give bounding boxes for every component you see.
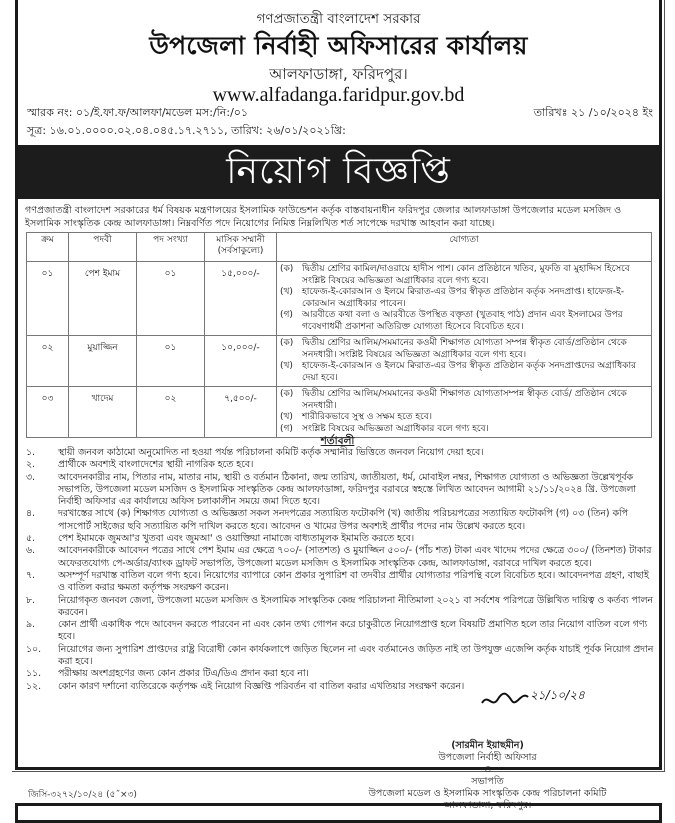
condition-item (26, 447, 654, 459)
condition-number: ৬. (26, 545, 35, 557)
signatory-role: সভাপতি (471, 776, 504, 787)
condition-number: ২. (26, 459, 35, 471)
condition-number: ৩. (26, 471, 35, 483)
qualification-item (280, 310, 648, 333)
condition-number: ৭. (26, 569, 35, 581)
header-salary: মাসিক সম্মানী (সর্বসাকুল্যে) (205, 233, 277, 262)
condition-item (26, 668, 654, 680)
condition-text: নিয়োগকৃত জনবল জেলা, উপজেলা মডেল মসজিদ ও ইসলামিক সাংস্কৃতিক কেন্দ্র পরিচালনা নীতিমালা ২০২১ বা সর্বশেষ পরিপত্রে উল্লিখিত দায়িত্ব ও কর্তব্য পালন করবেন। (58, 594, 653, 618)
ad-code: জিসি-৩২৭২/১০/২৪ (৫˝×৩) (28, 790, 137, 800)
cell-post: পেশ ইমাম (69, 262, 137, 336)
header-serial: ক্রম (27, 233, 69, 262)
condition-item (26, 472, 654, 509)
condition-number: ৪. (26, 508, 35, 520)
qualification-item (280, 338, 648, 361)
table-row (27, 336, 652, 387)
condition-item (26, 644, 654, 669)
condition-number: ১২. (26, 680, 42, 692)
condition-text: দরখাস্তের সাথে (ক) শিক্ষাগত যোগ্যতা ও অভিজ্ঞতা সকল সনদপত্রের সত্যায়িত ফটোকপি (খ) জাতীয় পরিচয়পত্রের সত্যায়িত ফটোকপি (গ) ০৩ (তিন) কপি পাসপোর্ট সাইজের ছবি সত্যায়িত কপি দাখিল করতে হবে। আবেদন ও খামের উপর অবশ্যই প্রার্থীর পদের নাম উল্লেখ করতে হবে। (58, 508, 628, 532)
condition-item (26, 508, 654, 533)
cell-serial: ০৩ (27, 387, 69, 438)
condition-number: ১০. (26, 643, 42, 655)
condition-text: পেশ ইমামকে জুমআ'র খুতবা এবং জুমআ' ও ওয়াক্তিয়া নামাজে বাধ্যতামূলক ইমামতি করতে হবে। (58, 533, 415, 545)
table-header-row (27, 233, 652, 262)
condition-item (26, 595, 654, 620)
signatory-conjunction: ও (484, 764, 491, 775)
condition-item (26, 570, 654, 595)
office-location: আলফাডাঙ্গা, ফরিদপুর। (269, 65, 408, 83)
condition-text: প্রার্থীকে অবশ্যই বাংলাদেশের স্থায়ী নাগরিক হতে হবে। (58, 459, 254, 471)
condition-text: পরীক্ষায় অংশগ্রহণের জন্য কোন প্রকার টিএ/ডিএ প্রদান করা হবে না। (58, 668, 309, 680)
qualification-text: দ্বিতীয় শ্রেণির কামিল/দাওরায়ে হাদীস পাশ। কোন প্রতিষ্ঠানে খতিব, মুফতি বা মুহাদ্দিস হিসেবে সংশ্লিষ্ট বিষয়ের অভিজ্ঞতা অগ্রাধিকার বলে গণ্য হবে। (302, 264, 630, 286)
signatory-designation: উপজেলা নির্বাহী অফিসার (438, 752, 537, 763)
cell-serial: ০১ (27, 262, 69, 336)
qualification-key: (গ) (280, 423, 293, 434)
office-name: উপজেলা নির্বাহী অফিসারের কার্যালয় (149, 31, 528, 60)
qualification-text: দ্বিতীয় শ্রেণির আলিম/সমমানের কওমী শিক্ষাগত যোগ্যতা সম্পন্ন স্বীকৃত বোর্ড/প্রতিষ্ঠান থেকে সনদধারী। সংশ্লিষ্ট বিষয়ের অভিজ্ঞতা অগ্রাধিকার বলে গণ্য হবে। (302, 338, 627, 360)
qualification-key: (খ) (280, 361, 293, 371)
condition-item (26, 545, 654, 570)
notice-title-banner (18, 145, 659, 199)
reference-number: সূত্র: ১৬.০১.০০০০.০২.০৪.০৪৫.১৭.২৭১১, তারিখ: ২৬/০১/২০২১খ্রি: (27, 124, 346, 137)
intro-paragraph: গণপ্রজাতন্ত্রী বাংলাদেশ সরকারের ধর্ম বিষয়ক মন্ত্রণালয়ের ইসলামিক ফাউন্ডেশন কর্তৃক বাস্তবায়নাধীন ফরিদপুর জেলার আলফাডাঙ্গা উপজেলার মডেল মসজিদ ও ইসলামিক সাংস্কৃতিক কেন্দ্র আলফাডাঙ্গা। নিম্নবর্ণিত পদে নিয়োগের নিমিত্ত নিম্নলিখিত শর্ত সাপেক্ষে দরখাস্ত আহবান করা যাচ্ছে। (25, 205, 622, 229)
government-name: গণপ্রজাতন্ত্রী বাংলাদেশ সরকার (256, 11, 421, 27)
qualification-key: (ক) (280, 264, 294, 274)
table-row (27, 387, 652, 438)
condition-item (26, 459, 654, 471)
cell-qualifications (277, 387, 652, 438)
condition-number: ৯. (26, 619, 35, 631)
signatory-location: আলফাডাঙ্গা, ফরিদপুর। (443, 800, 532, 811)
qualification-item (280, 361, 648, 384)
cell-qualifications (277, 262, 652, 336)
conditions-title: শর্তাবলী (320, 435, 355, 447)
website-link[interactable]: www.alfadanga.faridpur.gov.bd (212, 84, 465, 106)
condition-number: ৮. (26, 594, 35, 606)
condition-text: অসম্পূর্ণ দরখাস্ত বাতিল বলে গণ্য হবে। নিয়োগের ব্যাপারে কোন প্রকার সুপারিশ বা তদবীর প্রার্থীর যোগ্যতার পরিপন্থি বলে বিবেচিত হবে। আবেদনপত্র গ্রহণ, বাছাই ও বাতিল করার ক্ষমতা কর্তৃপক্ষ সংরক্ষণ করেন। (58, 569, 649, 594)
condition-text: স্থায়ী জনবল কাঠামো অনুমোদিত না হওয়া পর্যন্ত পরিচালনা কমিটি কর্তৃক সম্মানীর ভিত্তিতে জনবল নিয়োগ দেয়া হবে। (58, 447, 484, 458)
signatory-block (300, 740, 675, 812)
cell-salary: ৭,৫০০/- (205, 387, 277, 438)
qualification-text: হাফেজ-ই-কোরআন ও ইলমে ক্বিরাত-এর উপর স্বীকৃত প্রতিষ্ঠান কর্তৃক সনদপ্রাপ্ত। হাফেজ-ই-কোরআন অগ্রাধিকার পাবেন। (302, 287, 625, 309)
qualification-text: আরবীতে কথা বলা ও আরবীতে উপস্থিত বক্তৃতা (খুতবাহ পাঠ) প্রদান এবং ইসলামের উপর গবেষণাধর্মী প্রকাশনা অতিরিক্ত যোগ্যতা হিসেবে বিবেচিত হবে। (302, 310, 623, 332)
qualification-text: দ্বিতীয় শ্রেণির আলিম/সমমানের কওমী শিক্ষাগত যোগ্যতাসম্পন্ন স্বীকৃত বোর্ড/ প্রতিষ্ঠান থেকে সনদধারী। (302, 389, 627, 411)
qualification-key: (ক) (280, 338, 294, 348)
condition-text: আবেদনকারীকে আবেদন পত্রের সাথে পেশ ইমাম এর ক্ষেত্রে ৭০০/- (সাতশত) ও মুয়াজ্জিন ৫০০/- (পাঁচ শত) টাকা এবং খাদেম পদের ক্ষেত্রে ৩০০/ (তিনশত) টাকার অফেরতযোগ্য পে-অর্ডার/ব্যাংক ড্রাফট সভাপতি, উপজেলা মডেল মসজিদ ও ইসলামিক সাংস্কৃতিক কেন্দ্র, আলফাডাঙ্গা, বরাবরে দাখিল করতে হবে। (58, 545, 652, 569)
condition-text: কোন কারণ দর্শানো ব্যতিরেকে কর্তৃপক্ষ এই নিয়োগ বিজ্ঞপ্তি পরিবর্তন বা বাতিল করার এখতিয়ার সংরক্ষণ করেন। (58, 680, 465, 692)
posts-table (26, 232, 652, 438)
memo-number: স্মারক নং: ০১/ই.ফা.ফ/আলফা/মডেল মস:/নি:/০১ (27, 106, 249, 119)
cell-count: ০১ (137, 336, 205, 387)
qualification-text: হাফেজ-ই-কোরআন ও ইলমে ক্বিরাত-এর উপর স্বীকৃত প্রতিষ্ঠান কর্তৃক সনদপ্রাপ্তদের অগ্রাধিকার দেয়া হবে। (302, 361, 636, 383)
condition-number: ১১. (26, 668, 42, 680)
condition-text: নিয়োগের জন্য সুপারিশ প্রাপ্তদের রাষ্ট্র বিরোধী কোন কার্যকলাপে জড়িত ছিলেন না এবং বর্তমানেও জড়িত নাই তা উপযুক্ত এজেন্সি কর্তৃক যাচাই পূর্বক নিয়োগ প্রদান করা হবে। (58, 643, 654, 668)
cell-count: ০১ (137, 262, 205, 336)
signatory-committee: উপজেলা মডেল ও ইসলামিক সাংস্কৃতিক কেন্দ্র পরিচালনা কমিটি (368, 788, 607, 799)
cell-post: খাদেম (69, 387, 137, 438)
condition-text: আবেদনকারীর নাম, পিতার নাম, মাতার নাম, স্থায়ী ও বর্তমান ঠিকানা, জন্ম তারিখ, জাতীয়তা, ধর্ম, মোবাইল নম্বর, শিক্ষাগত যোগ্যতা ও অভিজ্ঞতা উল্লেখপূর্বক সভাপতি, উপজেলা মডেল মসজিদ ও ইসলামিক সাংস্কৃতিক কেন্দ্র আলফাডাঙ্গা, ফরিদপুর বরাবরে স্বহস্তে লিখিত আবেদন আগামী ২১/১১/২০২৪ খ্রি. উপজেলা নির্বাহী অফিসার এর কার্যালয়ে অফিস চলাকালীন সময়ে জমা দিতে হবে। (58, 471, 636, 508)
header-post: পদবী (69, 233, 137, 262)
signatory-name: (সারমীন ইয়াছমীন) (451, 740, 524, 751)
condition-number: ৫. (26, 533, 35, 545)
qualification-key: (গ) (280, 310, 293, 320)
table-row (27, 262, 652, 336)
qualification-item (280, 264, 648, 287)
cell-count: ০২ (137, 387, 205, 438)
signature-image (478, 683, 588, 713)
cell-post: মুয়াজ্জিন (69, 336, 137, 387)
qualification-key: (খ) (280, 287, 293, 297)
qualification-text: সংশ্লিষ্ট বিষয়ের অভিজ্ঞতা অগ্রাধিকার বলে গণ্য হবে। (302, 423, 489, 434)
cell-salary: ১০,০০০/- (205, 336, 277, 387)
cell-serial: ০২ (27, 336, 69, 387)
cell-qualifications (277, 336, 652, 387)
qualification-item (280, 412, 648, 424)
notice-title: নিয়োগ বিজ্ঞপ্তি (226, 151, 451, 192)
condition-item (26, 533, 654, 545)
qualification-key: (খ) (280, 412, 293, 422)
qualification-text: শারীরিকভাবে সুস্থ ও সক্ষম হতে হবে। (302, 412, 432, 422)
header-qualification: যোগ্যতা (277, 233, 652, 262)
qualification-item (280, 287, 648, 310)
condition-number: ১. (26, 447, 35, 458)
signature-date: ২১/১০/২৪ (530, 688, 585, 702)
qualification-key: (ক) (280, 389, 294, 399)
qualification-item (280, 389, 648, 412)
issue-date: তারিখঃ ২১ /১০/২০২৪ ইং (533, 106, 653, 119)
condition-item (26, 619, 654, 644)
conditions-list (26, 447, 654, 693)
cell-salary: ১৫,০০০/- (205, 262, 277, 336)
condition-text: কোন প্রার্থী একাধিক পদে আবেদন করতে পারবেন না এবং কোন তথ্য গোপন করে চাকুরীতে নিয়োগপ্রাপ্ত হলে বিষয়টি প্রমাণিত হলে তার নিয়োগ বাতিল বলে গণ্য হবে। (58, 619, 648, 643)
header-count: পদ সংখ্যা (137, 233, 205, 262)
